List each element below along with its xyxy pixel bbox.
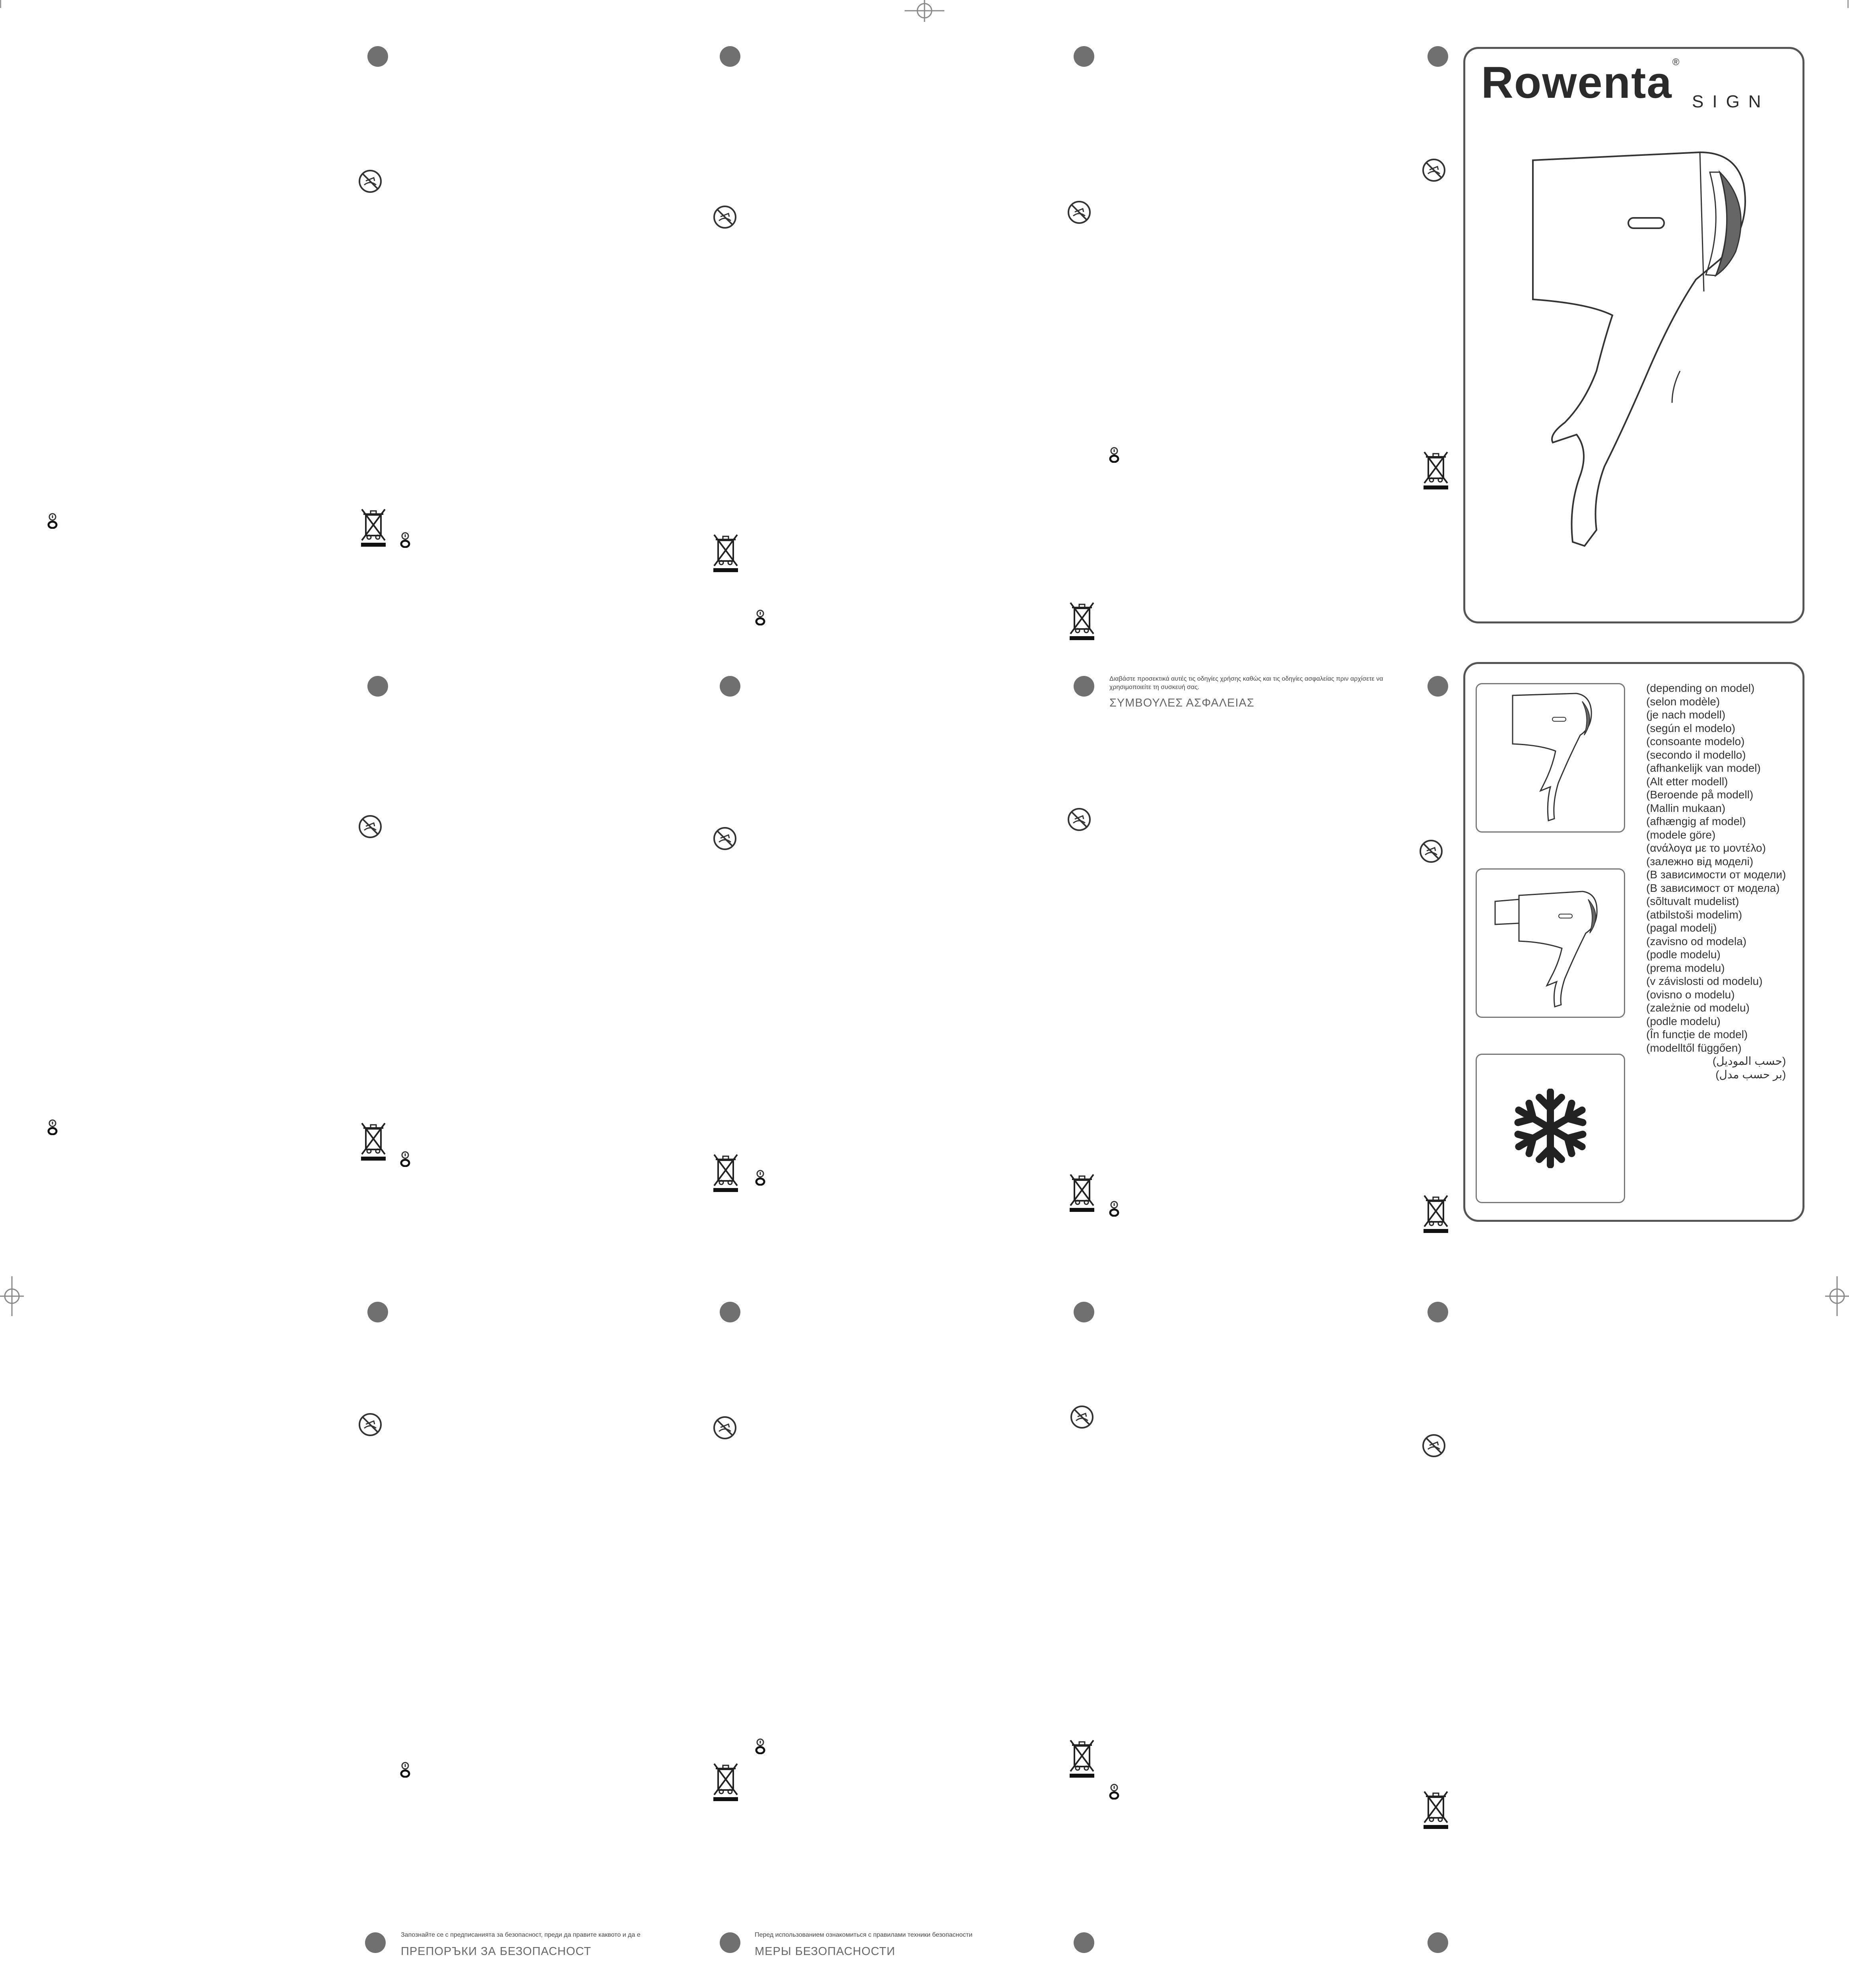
model-variant-item: (В зависимости от модели) [1646, 868, 1786, 881]
language-dot-icon [1428, 1302, 1448, 1322]
language-dot-icon [720, 1932, 740, 1953]
no-water-warning-icon [713, 1415, 737, 1442]
model-variant-item: (Alt etter modell) [1646, 775, 1728, 788]
model-variant-item: (În funcție de model) [1646, 1028, 1748, 1041]
model-variant-item: (حسب الموديل) [1712, 1055, 1786, 1067]
model-variant-item: (zavisno od modela) [1646, 935, 1747, 947]
language-dot-icon [1074, 676, 1094, 697]
language-dot-icon [720, 1302, 740, 1322]
model-variant-item: (podle modelu) [1646, 948, 1721, 961]
info-tip-icon [1109, 1201, 1120, 1219]
brand-name: Rowenta [1481, 58, 1672, 107]
info-tip-icon [400, 1762, 411, 1780]
model-variant-list [1646, 681, 1786, 1081]
crossed-out-bin-icon [360, 508, 387, 549]
model-variant-item: (Mallin mukaan) [1646, 802, 1726, 814]
trim-mark [1847, 0, 1849, 8]
model-variant-item: (zależnie od modelu) [1646, 1002, 1750, 1014]
bulgarian-intro: Запознайте се с предписанията за безопасност, преди да правите каквото и да е [401, 1932, 641, 1938]
model-variant-item: (modelltől függően) [1646, 1041, 1742, 1054]
cover-panel [1463, 47, 1804, 623]
crossed-out-bin-icon [1423, 1194, 1449, 1236]
crossed-out-bin-icon [1069, 601, 1095, 643]
info-tip-icon [755, 1170, 766, 1188]
no-water-warning-icon [358, 169, 383, 196]
language-dot-icon [1074, 1302, 1094, 1322]
info-tip-icon [1109, 447, 1120, 465]
model-variant-item: (selon modèle) [1646, 695, 1720, 708]
no-water-warning-icon [358, 1412, 383, 1439]
language-dot-icon [720, 46, 740, 67]
model-variant-item: (depending on model) [1646, 682, 1755, 694]
crossed-out-bin-icon [1069, 1173, 1095, 1215]
language-dot-icon [720, 676, 740, 697]
model-variant-item: (В зависимост от модела) [1646, 881, 1780, 894]
model-variant-item: (consoante modelo) [1646, 735, 1745, 747]
models-panel [1463, 662, 1804, 1222]
language-dot-icon [367, 1302, 388, 1322]
no-water-warning-icon [1070, 1405, 1094, 1431]
no-water-warning-icon [1067, 807, 1092, 834]
no-water-warning-icon [1067, 200, 1092, 227]
model-variant-item: (prema modelu) [1646, 961, 1725, 974]
model-variant-item: (podle modelu) [1646, 1015, 1721, 1027]
trim-mark [0, 0, 1, 8]
registration-mark-icon [0, 1276, 24, 1316]
model-variant-item: (залежно від моделі) [1646, 855, 1754, 868]
model-variant-item: (Beroende på modell) [1646, 788, 1754, 801]
model-variant-item: (afhankelijk van model) [1646, 762, 1761, 774]
no-water-warning-icon [713, 826, 737, 853]
language-dot-icon [1428, 676, 1448, 697]
language-dot-icon [1074, 1932, 1094, 1953]
model-variant-item: (según el modelo) [1646, 722, 1736, 734]
model-variant-item: (ovisno o modelu) [1646, 988, 1735, 1001]
model-variant-item: (بر حسب مدل) [1715, 1068, 1786, 1081]
language-dot-icon [1074, 46, 1094, 67]
brand-sub: SIGN [1692, 92, 1770, 111]
brand-logo [1481, 57, 1679, 108]
language-dot-icon [367, 46, 388, 67]
greek-heading: ΣΥΜΒΟΥΛΕΣ ΑΣΦΑΛΕΙΑΣ [1109, 697, 1255, 709]
hairdryer-illustration [1529, 148, 1752, 550]
info-tip-icon [47, 1119, 58, 1137]
model-variant-item: (je nach modell) [1646, 709, 1726, 721]
info-tip-icon [400, 532, 411, 550]
info-tip-icon [400, 1151, 411, 1169]
language-dot-icon [367, 676, 388, 697]
snowflake-icon [1511, 1089, 1590, 1168]
model-variant-item: (modele göre) [1646, 828, 1716, 841]
model-variant-item: (pagal modelį) [1646, 922, 1717, 934]
crossed-out-bin-icon [713, 1153, 739, 1195]
language-dot-icon [1428, 1932, 1448, 1953]
model-variant-1 [1476, 683, 1625, 833]
no-water-warning-icon [358, 814, 383, 841]
model-variant-item: (v závislosti od modelu) [1646, 975, 1763, 987]
registration-mark-icon [1825, 1276, 1849, 1316]
registration-mark-icon [905, 0, 944, 22]
crossed-out-bin-icon [1069, 1739, 1095, 1780]
crossed-out-bin-icon [713, 1762, 739, 1804]
info-tip-icon [755, 610, 766, 627]
no-water-warning-icon [1419, 839, 1443, 866]
language-dot-icon [1428, 46, 1448, 67]
language-dot-icon [365, 1932, 386, 1953]
hairdryer-icon [1509, 691, 1596, 823]
russian-intro: Перед использованием ознакомиться с правилами техники безопасности [755, 1932, 973, 1938]
registered-mark: ® [1672, 57, 1680, 68]
model-variant-item: (atbilstoši modelim) [1646, 908, 1742, 921]
greek-intro: Διαβάστε προσεκτικά αυτές τις οδηγίες χρήσης καθώς και τις οδηγίες ασφαλείας πριν αρχίσετε να χρησιμοποιείτε τη συσκευή σας. [1109, 676, 1383, 691]
crossed-out-bin-icon [1423, 1790, 1449, 1832]
russian-heading: МЕРЫ БЕЗОПАСНОСТИ [755, 1945, 895, 1958]
hairdryer-with-concentrator-icon [1491, 878, 1610, 1009]
model-variant-item: (afhængig af model) [1646, 815, 1746, 827]
model-variant-3 [1476, 1054, 1625, 1203]
model-variant-item: (ανάλογα με το μοντέλο) [1646, 842, 1766, 854]
no-water-warning-icon [1422, 1433, 1446, 1460]
model-variant-item: (sõltuvalt mudelist) [1646, 895, 1739, 907]
crossed-out-bin-icon [1423, 450, 1449, 492]
info-tip-icon [47, 513, 58, 531]
crossed-out-bin-icon [713, 533, 739, 575]
bulgarian-heading: ПРЕПОРЪКИ ЗА БЕЗОПАСНОСТ [401, 1945, 592, 1958]
crossed-out-bin-icon [360, 1122, 387, 1163]
model-variant-item: (secondo il modello) [1646, 748, 1746, 761]
no-water-warning-icon [713, 205, 737, 231]
info-tip-icon [755, 1738, 766, 1756]
no-water-warning-icon [1422, 158, 1446, 184]
info-tip-icon [1109, 1784, 1120, 1802]
model-variant-2 [1476, 868, 1625, 1018]
